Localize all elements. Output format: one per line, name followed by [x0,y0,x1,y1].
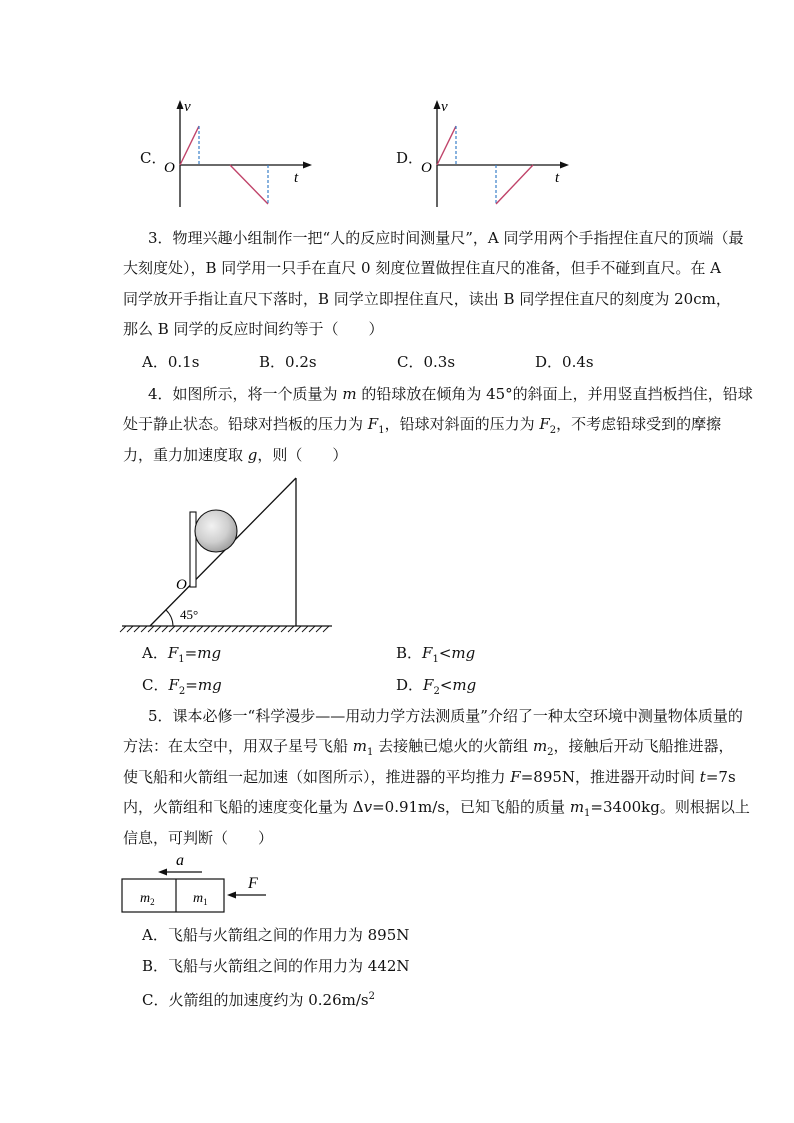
q5-option-c: C．火箭组的加速度约为 $0.26m/s^2$ [142,991,375,1009]
graph-d-v-label: v [441,99,448,115]
graph-d-t-arrow [560,162,569,169]
graph-c-t-arrow [303,162,312,169]
graph-c-v-arrow [177,100,184,109]
q4-option-a: A．$F_1=mg$ [142,644,222,665]
q3-line-3: 同学放开手指让直尺下落时，B 同学立即捏住直尺，读出 B 同学捏住直尺的刻度为 20cm， [123,290,731,308]
ground-hatching [120,626,329,632]
q3-option-c: C．0.3s [397,353,456,371]
q5-line-3: 使飞船和火箭组一起加速（如图所示），推进器的平均推力 F=895N，推进器开动时间 t=7s [123,768,736,786]
option-c-label: C． [140,149,167,167]
graph-d-axes [434,100,570,207]
angle-arc [166,610,173,626]
combined-box [122,879,224,912]
q3-option-a: A．0.1s [142,353,200,371]
q5-line-1: 5．课本必修一“科学漫步——用动力学方法测质量”介绍了一种太空环境中测量物体质量的 [148,707,743,725]
q5-option-b: B．飞船与火箭组之间的作用力为 442N [142,957,410,975]
option-d-label: D． [396,149,424,167]
graph-c-axes [177,100,313,207]
q4-line-2: 处于静止状态。铅球对挡板的压力为 $F_1$，铅球对斜面的压力为 $F_2$，不考虑铅球受到的摩擦 [123,415,722,436]
accel-arrow-head [158,869,167,876]
q4-line-1: 4．如图所示，将一个质量为 m 的铅球放在倾角为 45°的斜面上，并用竖直挡板挡住，铅球 [148,385,753,403]
graph-d-v-arrow [434,100,441,109]
lead-ball [195,510,237,552]
graph-d-origin-label: O [421,160,432,176]
force-arrow-head [227,892,236,899]
q5-line-2: 方法：在太空中，用双子星号飞船 $m_1$ 去接触已熄火的火箭组 $m_2$，接触后开动飞船推进器， [123,737,734,758]
angle-label: 45° [180,607,199,622]
q3-line-1: 3．物理兴趣小组制作一把“人的反应时间测量尺”，A 同学用两个手指捏住直尺的顶端（最 [148,229,744,247]
box-m2-label: $m_2$ [140,891,155,907]
q5-option-a: A．飞船与火箭组之间的作用力为 895N [142,926,410,944]
q3-option-d: D．0.4s [535,353,594,371]
graph-c-v-label: v [184,99,191,115]
rocket-figure [118,848,278,916]
accel-a-label: a [176,852,184,869]
vertical-baffle [190,512,196,587]
graph-d [417,95,577,215]
graph-c-t-label: t [294,170,299,186]
incline-slope [150,478,296,626]
force-f-label: F [248,875,258,892]
incline-figure [118,472,338,634]
q5-line-4: 内，火箭组和飞船的速度变化量为 Δv=0.91m/s，已知飞船的质量 $m_1=3400kg$。则根据以上 [123,798,750,819]
q3-line-4: 那么 B 同学的反应时间约等于（ ） [123,320,384,338]
graph-c-rise-line [180,126,199,165]
graph-d-rise-line [437,126,456,165]
q4-option-c: C．$F_2=mg$ [142,676,222,697]
q4-line-3: 力，重力加速度取 g，则（ ） [123,446,348,464]
q4-option-b: B．$F_1<mg$ [396,644,476,665]
graph-d-recover-line [496,165,533,204]
graph-c-origin-label: O [164,160,175,176]
q3-line-2: 大刻度处），B 同学用一只手在直尺 0 刻度位置做捏住直尺的准备，但手不碰到直尺。在 A [123,259,721,277]
graph-d-t-label: t [555,170,560,186]
box-m1-label: $m_1$ [193,891,208,907]
q5-line-5: 信息，可判断（ ） [123,829,274,847]
q4-option-d: D．$F_2<mg$ [396,676,477,697]
graph-c [160,95,320,215]
q3-option-b: B．0.2s [259,353,317,371]
point-o-label: O [176,577,187,593]
graph-c-fall-line [230,165,268,204]
